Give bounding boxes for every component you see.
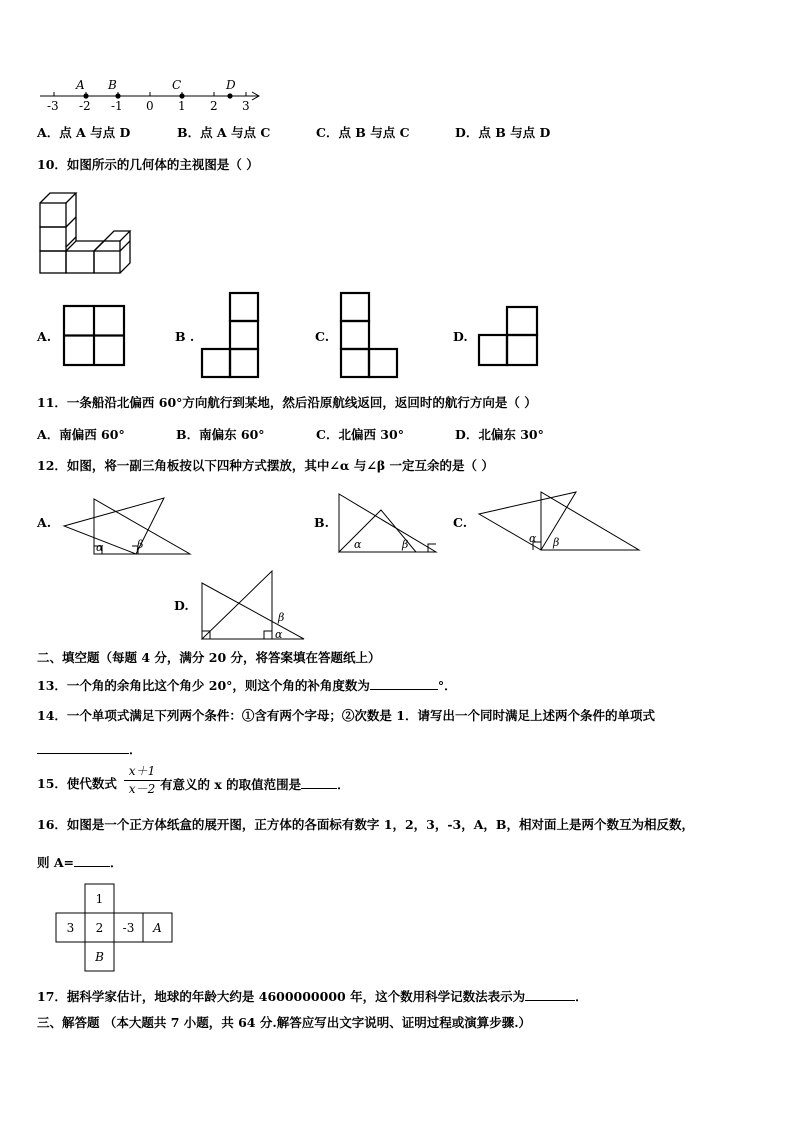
tick-label: 1 <box>178 99 186 113</box>
alpha-label: α <box>529 532 537 545</box>
tick-label: 3 <box>242 99 250 113</box>
q15-prefix: 15．使代数式 <box>37 776 117 791</box>
q14-tail: ． <box>129 742 142 757</box>
q10-label-d[interactable]: D. <box>453 329 468 344</box>
q15-answer-blank[interactable] <box>301 776 337 789</box>
q9-option-d[interactable]: D．点 B 与点 D <box>455 125 551 140</box>
tick-label: -3 <box>47 99 59 113</box>
q16-line1: 16．如图是一个正方体纸盒的展开图，正方体的各面标有数字 1，2，3，-3，A，B，相对面上是两个数互为相反数， <box>37 817 694 832</box>
net-face-left: 3 <box>66 921 75 935</box>
section2-heading: 二、填空题（每题 4 分，满分 20 分，将答案填在答题纸上） <box>37 650 381 665</box>
q10-stem: 10．如图所示的几何体的主视图是（ ） <box>37 157 259 172</box>
tick-label: -1 <box>111 99 123 113</box>
q13-answer-blank[interactable] <box>370 677 438 690</box>
beta-label: β <box>402 538 409 551</box>
q11-option-b[interactable]: B．南偏东 60° <box>176 427 265 442</box>
q12-label-b[interactable]: B. <box>314 515 329 530</box>
q12-label-a[interactable]: A. <box>37 515 52 530</box>
q17-answer-blank[interactable] <box>525 988 575 1001</box>
net-face-bottom: B <box>95 950 104 964</box>
q10-label-b[interactable]: B . <box>175 329 195 344</box>
q16-a-eq: 则 A= <box>37 855 75 870</box>
q12-option-a-figure <box>60 497 195 559</box>
q15-denominator: x－2 <box>128 782 156 796</box>
alpha-label: α <box>354 538 362 551</box>
beta-label: β <box>278 611 285 624</box>
point-c-dot <box>179 93 184 98</box>
q10-option-b-figure <box>200 291 262 377</box>
q11-stem: 11．一条船沿北偏西 60°方向航行到某地，然后沿原航线返回，返回时的航行方向是（ ） <box>37 395 537 410</box>
beta-label: β <box>137 538 144 551</box>
q15-rest <box>160 776 350 793</box>
q10-option-d-figure <box>477 305 569 367</box>
point-label: C <box>172 78 182 92</box>
alpha-label: α <box>275 628 283 641</box>
q10-label-a[interactable]: A. <box>37 329 52 344</box>
point-a-dot <box>83 93 88 98</box>
q15-fraction <box>124 764 160 797</box>
q17-tail: ． <box>575 989 588 1004</box>
q15-tail: ． <box>337 777 350 792</box>
q15-numerator: x＋1 <box>128 764 156 778</box>
net-face-top: 1 <box>95 892 104 906</box>
point-d-dot <box>227 93 232 98</box>
q13-tail: °． <box>437 678 457 693</box>
q12-stem: 12．如图，将一副三角板按以下四种方式摆放，其中∠α 与∠β 一定互余的是（ ） <box>37 458 494 473</box>
q17-text: 17．据科学家估计，地球的年龄大约是 4600000000 年，这个数用科学记数法表示为 <box>37 989 526 1004</box>
q10-option-c-figure <box>339 291 401 377</box>
q9-option-b[interactable]: B．点 A 与点 C <box>177 125 271 140</box>
cube-net <box>55 882 175 974</box>
point-b-dot <box>115 93 120 98</box>
q12-label-d[interactable]: D. <box>174 598 189 613</box>
q11-option-c[interactable]: C．北偏西 30° <box>316 427 404 442</box>
q14-answer-blank[interactable] <box>37 741 129 754</box>
net-face-right: -3 <box>122 921 135 935</box>
q10-option-a-figure <box>63 305 127 367</box>
alpha-label: α <box>96 541 104 554</box>
section3-heading: 三、解答题 （本大题共 7 小题，共 64 分.解答应写出文字说明、证明过程或演算步骤.） <box>37 1015 532 1030</box>
q12-option-c-figure <box>476 490 641 552</box>
q14-text: 14．一个单项式满足下列两个条件：①含有两个字母；②次数是 1．请写出一个同时满足上述两个条件的单项式 <box>37 708 655 723</box>
net-face-far-right: A <box>153 921 162 935</box>
number-line <box>36 78 266 113</box>
q14-answer-line <box>37 741 142 758</box>
q13 <box>37 677 457 694</box>
q11-option-d[interactable]: D．北偏东 30° <box>455 427 544 442</box>
q12-option-b-figure <box>336 492 441 554</box>
q17 <box>37 988 588 1005</box>
point-label: B <box>108 78 117 92</box>
q15-fraction-bar <box>124 780 160 781</box>
q12-label-c[interactable]: C. <box>453 515 468 530</box>
q12-option-d-figure <box>198 569 308 643</box>
net-face-center: 2 <box>95 921 104 935</box>
tick-label: -2 <box>79 99 91 113</box>
point-label: D <box>226 78 236 92</box>
q13-text: 13．一个角的余角比这个角少 20°，则这个角的补角度数为 <box>37 678 370 693</box>
tick-label: 0 <box>146 99 154 113</box>
q15-suffix: 有意义的 x 的取值范围是 <box>160 777 302 792</box>
point-label: A <box>76 78 85 92</box>
q9-option-a[interactable]: A．点 A 与点 D <box>37 125 131 140</box>
q11-option-a[interactable]: A．南偏西 60° <box>37 427 125 442</box>
tick-label: 2 <box>210 99 218 113</box>
q16-line2 <box>37 854 123 871</box>
q10-label-c[interactable]: C. <box>315 329 330 344</box>
q16-tail: ． <box>110 855 123 870</box>
q16-answer-blank[interactable] <box>74 854 110 867</box>
q9-option-c[interactable]: C．点 B 与点 C <box>316 125 410 140</box>
solid-figure <box>36 189 126 279</box>
beta-label: β <box>553 536 560 549</box>
